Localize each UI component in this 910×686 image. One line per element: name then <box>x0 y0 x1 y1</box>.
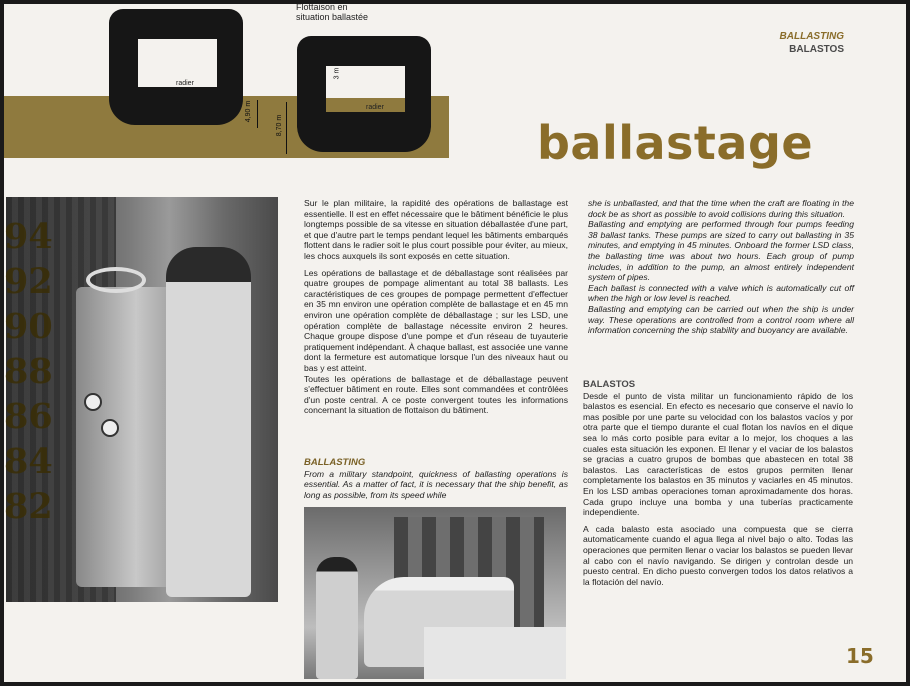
dimension-line <box>257 100 258 128</box>
ship-section-ballasted <box>297 36 431 152</box>
dimension-8-70m: 8,70 m <box>276 114 284 137</box>
side-number: 84 <box>4 441 53 482</box>
paragraph: Each ballast is connected with a valve which is automatically cut off when the high or low level is reached. <box>588 282 854 304</box>
paragraph: Ballasting and emptying can be carried out when the ship is under way. These operations are controlled from a control room where all information concerning the ship stability and buoyancy are available. <box>588 303 854 336</box>
spanish-heading: BALASTOS <box>583 379 636 390</box>
paragraph: she is unballasted, and that the time when the craft are floating in the dock be as short as possible to avoid collisions during this situation. <box>588 198 854 219</box>
photo-control-room <box>304 507 566 679</box>
english-text-column <box>588 198 854 336</box>
dimension-3m: 3 m <box>333 67 341 80</box>
english-heading: BALLASTING <box>304 457 366 468</box>
side-number: 86 <box>4 396 53 437</box>
side-number: 90 <box>4 306 53 347</box>
magazine-page <box>4 4 906 682</box>
french-text-column <box>304 198 568 422</box>
page-number: 15 <box>846 644 874 668</box>
paragraph: Desde el punto de vista militar un funcionamiento rápido de los balastos es esencial. En efecto es necesario que conserve el navío lo mas posible por une parte su velocidad con los balastos vacíos y por otra parte que el tiempo durante el cual flotan los navíos en el dique sea lo más corto posible para evitar a lo mejor, los choques a las cuales esta situación les exponen. El llenar y el vaciar de los balastos se gracias a cuatro grupos de bombas que abastecen en total 38 balastos. Las características de estos grupos permiten llenar completamente los balastos en 35 minutos y vaciarles en 45 minutos. En los LSD ambas operaciones toman aproximadamente dos horas. Cada grupo incluye una bomba y una tuberías practicamente independiente. <box>583 390 853 518</box>
paragraph: From a military standpoint, quickness of ballasting operations is essential. As a matter of fact, it is necessary that the ship benefit, as long as possible, from its speed while <box>304 468 568 500</box>
page-title: ballastage <box>537 116 814 170</box>
paragraph: A cada balasto esta asociado una compuesta que se cierra automaticamente cuando el agua llega al nivel bajo o alto. Todas las operaciones que permiten llenar o vaciar los balastos se pueden llevar al cabo con el navío navigando. Se dirigen y controlan desde un puesto central. En dicho puesto convergen todos los datos relativos a la flotación del navío. <box>583 523 853 587</box>
photo-sailor <box>166 247 251 597</box>
section-header-fr: BALLASTING <box>779 31 844 42</box>
dimension-line <box>286 102 287 154</box>
side-number: 94 <box>4 216 53 257</box>
gauge-icon <box>84 393 102 411</box>
ship-section-deballasted <box>109 9 243 125</box>
photo-officer <box>316 557 358 679</box>
radier-label-2: radier <box>366 104 384 111</box>
photo-console-desk <box>424 627 566 679</box>
diagram-caption: Flottaison en situation ballastée <box>296 4 369 22</box>
paragraph: Ballasting and emptying are performed through four pumps feeding 38 ballast tanks. These pumps are sized to carry out ballasting in 35 minutes, and emptying in 45 minutes. Onboard the former LSD class, the ballasting time was about two hours. Each group of pump includes, in addition to the pump, an almost entirely independent system of pipes. <box>588 219 854 283</box>
dimension-4-90m: 4,90 m <box>245 100 253 123</box>
paragraph: Sur le plan militaire, la rapidité des opérations de ballastage est essentielle. Il est en effet nécessaire que le bâtiment bénéficie le plus longtemps possible de sa vitesse en situation déballastée d'une part, et que d'autre part le temps pendant lequel les bâtiments embarqués flottent dans le radier soit le plus court possible pour éviter, au mieux, les chocs auxquels ils sont exposés en cette situation. <box>304 198 568 261</box>
spanish-text-column <box>583 380 853 587</box>
english-intro <box>304 456 568 500</box>
photo-valve-wheel <box>86 267 146 293</box>
side-number: 82 <box>4 486 53 527</box>
side-number: 92 <box>4 261 53 302</box>
gauge-icon <box>101 419 119 437</box>
side-number: 88 <box>4 351 53 392</box>
radier-label-1: radier <box>176 80 194 87</box>
paragraph: Les opérations de ballastage et de déballastage sont réalisées par quatre groupes de pompage alimentant au total 38 ballasts. Les caractéristiques de ces groupes de pompage permettent d'effectuer en 35 mn environ une opération complète de ballastage et en 45 mn environ une opération complète de déballastage ; sur les LSD, une opération complète de ballastage nécessite environ 2 heures. Chaque groupe dispose d'une pompe et d'un réseau de tuyauterie pratiquement indépendant. À chaque ballast, est associée une vanne dont la fermeture est automatique lorsque l'un des niveaux haut ou bas y est atteint. <box>304 267 568 373</box>
side-numbers <box>4 214 53 529</box>
section-header-es: BALASTOS <box>789 44 844 55</box>
paragraph: Toutes les opérations de ballastage et de déballastage peuvent s'effectuer bâtiment en route. Elles sont commandées et contrôlées d'un poste central. A ce poste convergent toutes les informations concernant la situation de flottaison du bâtiment. <box>304 373 568 416</box>
